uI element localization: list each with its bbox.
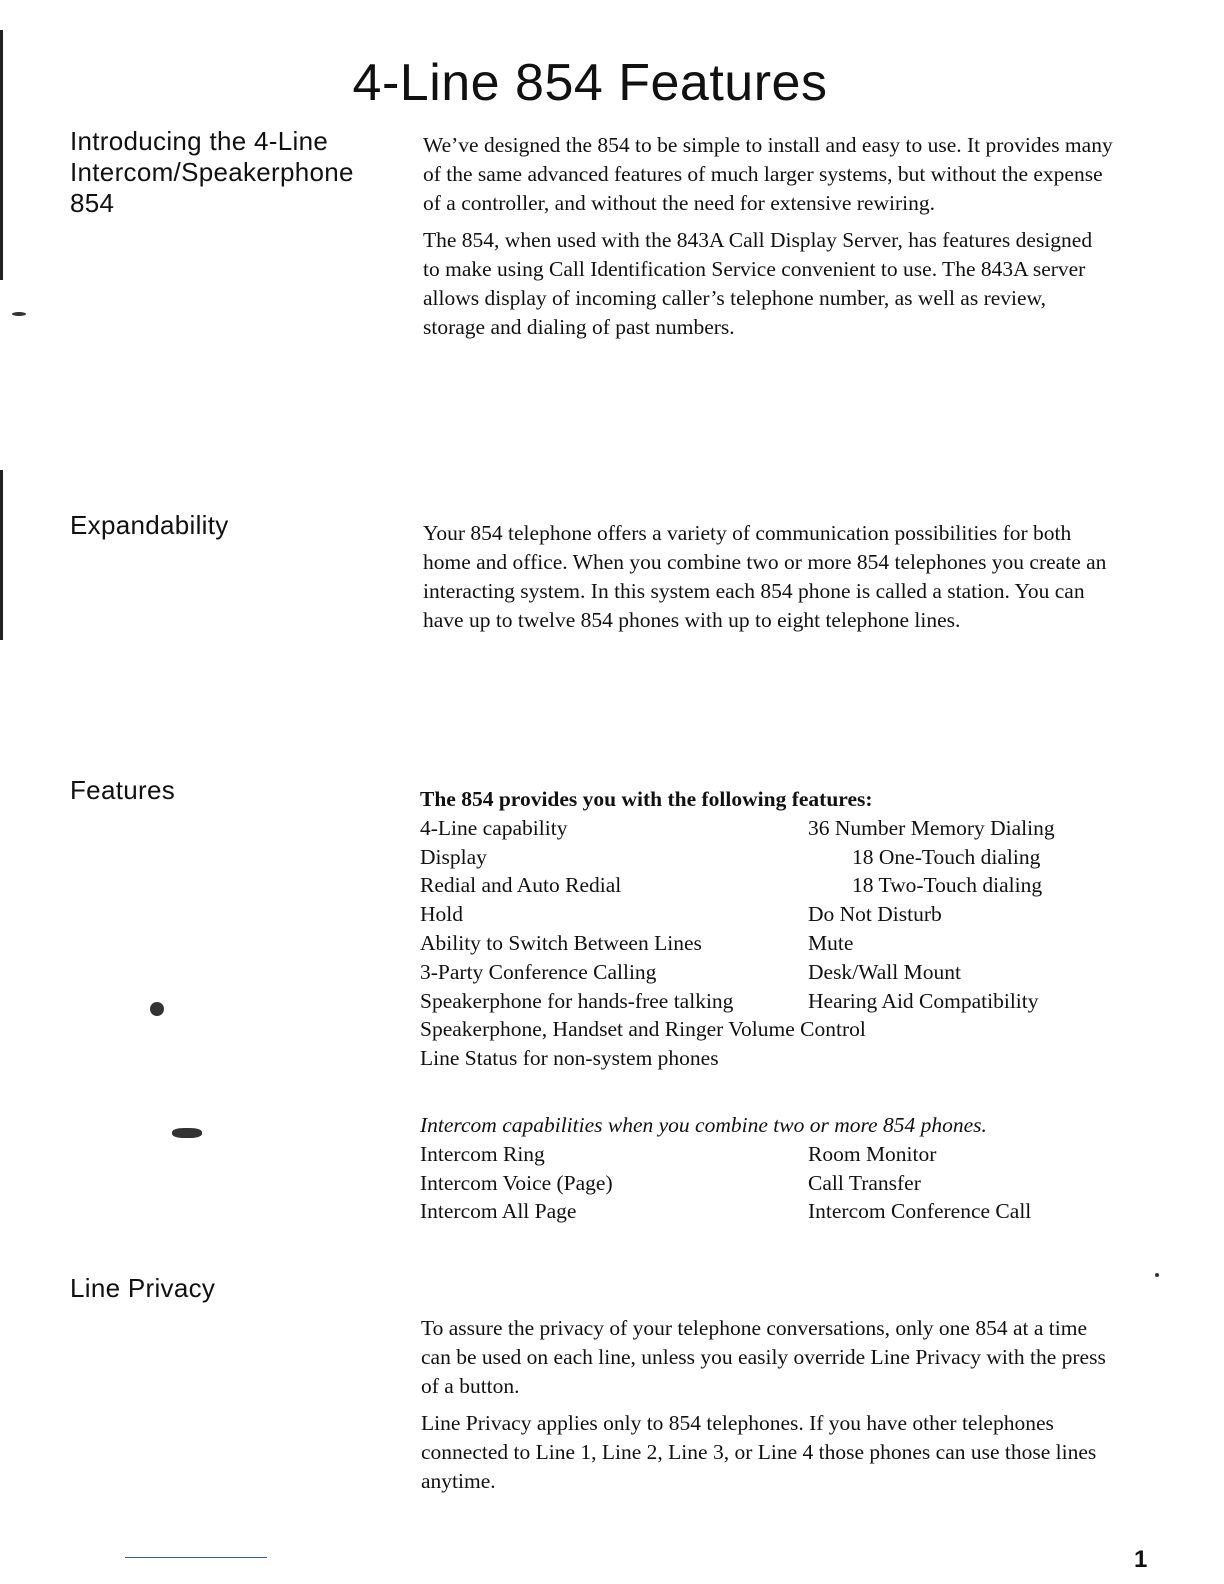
intercom-right: Intercom Conference Call <box>808 1199 1032 1224</box>
feature-row <box>420 1044 1120 1073</box>
feature-row <box>420 843 1120 872</box>
feature-row <box>420 1015 1120 1044</box>
scan-speck <box>150 1002 164 1016</box>
paragraph: Line Privacy applies only to 854 telephones. If you have other telephones connected to Line 1, Line 2, Line 3, or Line 4 those phones can use those lines anytime. <box>421 1411 1097 1493</box>
scan-speck <box>172 1128 202 1138</box>
feature-right: Mute <box>808 930 854 955</box>
feature-row <box>420 958 1120 987</box>
scan-speck <box>12 312 26 316</box>
feature-left: Speakerphone, Handset and Ringer Volume Control <box>420 1017 866 1042</box>
feature-row <box>420 871 1120 900</box>
feature-left: Redial and Auto Redial <box>420 873 622 898</box>
features-list <box>420 785 1120 1073</box>
section-heading-introducing <box>70 126 400 219</box>
intercom-left: Intercom Voice (Page) <box>420 1170 613 1195</box>
feature-left: Speakerphone for hands-free talking <box>420 988 734 1013</box>
intercom-left: Intercom Ring <box>420 1141 545 1166</box>
section-heading-features: Features <box>70 775 176 805</box>
feature-row <box>420 814 1120 843</box>
page-number: 1 <box>1134 1546 1148 1573</box>
intercom-right: Room Monitor <box>808 1141 937 1166</box>
feature-right: Hearing Aid Compatibility <box>808 988 1039 1013</box>
heading-line: 854 <box>70 188 115 218</box>
expandability-body <box>423 519 1113 643</box>
intercom-list <box>420 1111 1120 1226</box>
feature-right: Do Not Disturb <box>808 902 942 927</box>
intercom-left: Intercom All Page <box>420 1199 577 1224</box>
feature-left: Hold <box>420 902 463 927</box>
paragraph: To assure the privacy of your telephone conversations, only one 854 at a time can be used on each line, unless you easily override Line Privacy with the press of a button. <box>421 1316 1106 1398</box>
feature-right: 18 One-Touch dialing <box>852 844 1041 869</box>
heading-line: Intercom/Speakerphone <box>70 157 354 187</box>
bottom-rule <box>125 1557 267 1558</box>
paragraph: The 854, when used with the 843A Call Display Server, has features designed to make using Call Identification Service convenient to use. The 843A server allows display of incoming caller’s telephone number, as well as review, storage and dialing of past numbers. <box>423 228 1093 339</box>
feature-left: Ability to Switch Between Lines <box>420 930 702 955</box>
introducing-body <box>423 131 1113 350</box>
section-heading-line-privacy: Line Privacy <box>70 1273 216 1303</box>
intercom-row <box>420 1140 1120 1169</box>
line-privacy-body <box>421 1314 1111 1504</box>
feature-left: 4-Line capability <box>420 815 568 840</box>
feature-right: 18 Two-Touch dialing <box>852 873 1043 898</box>
intercom-lead: Intercom capabilities when you combine two or more 854 phones. <box>420 1113 987 1137</box>
feature-left: Line Status for non-system phones <box>420 1046 719 1071</box>
feature-left: 3-Party Conference Calling <box>420 959 657 984</box>
paragraph: We’ve designed the 854 to be simple to install and easy to use. It provides many of the same advanced features of much larger systems, but without the expense of a controller, and without the need for extensive rewiring. <box>423 133 1113 215</box>
section-heading-expandability: Expandability <box>70 510 229 540</box>
intercom-row <box>420 1197 1120 1226</box>
scan-edge-middle <box>0 470 3 640</box>
feature-row <box>420 900 1120 929</box>
intercom-right: Call Transfer <box>808 1170 921 1195</box>
feature-right: 36 Number Memory Dialing <box>808 815 1055 840</box>
paragraph: Your 854 telephone offers a variety of communication possibilities for both home and office. When you combine two or more 854 telephones you create an interacting system. In this system each 854 phone is called a station. You can have up to twelve 854 phones with up to eight telephone lines. <box>423 521 1107 632</box>
heading-line: Introducing the 4-Line <box>70 126 329 156</box>
features-lead: The 854 provides you with the following features: <box>420 787 873 811</box>
feature-row <box>420 929 1120 958</box>
intercom-row <box>420 1169 1120 1198</box>
scan-speck <box>1155 1273 1159 1277</box>
feature-left: Display <box>420 844 487 869</box>
feature-row <box>420 987 1120 1016</box>
feature-right: Desk/Wall Mount <box>808 959 961 984</box>
page-title: 4-Line 854 Features <box>352 53 828 112</box>
